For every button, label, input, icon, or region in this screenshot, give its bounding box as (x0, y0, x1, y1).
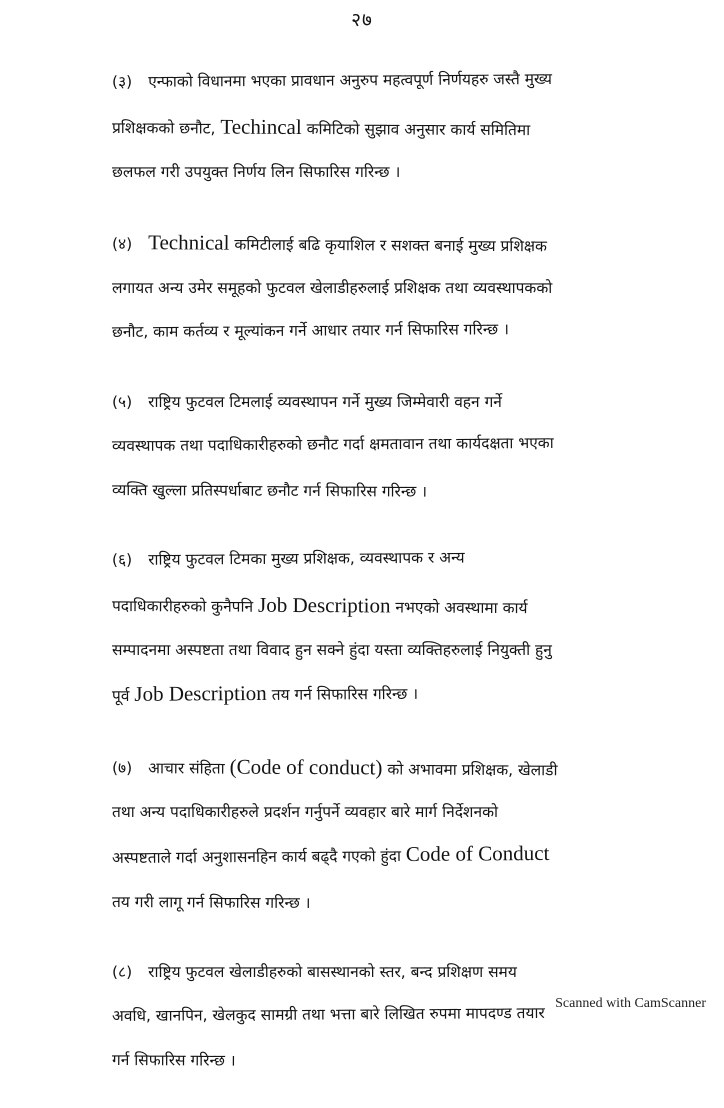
recommendation-item (112, 220, 664, 354)
text-segment: अवधि, खानपिन, खेलकुद सामग्री तथा भत्ता बारे लिखित रुपमा मापदण्ड तयार (111, 1003, 545, 1025)
text-segment: गर्न सिफारिस गरिन्छ । (111, 1051, 236, 1070)
page-number: २७ (351, 9, 373, 31)
text-segment: Job Description (134, 680, 267, 706)
item-number: (८) (112, 963, 133, 981)
item-number: (३) (111, 72, 133, 91)
text-segment: व्यवस्थापक तथा पदाधिकारीहरुको छनौट गर्दा क्षमतावान तथा कार्यदक्षता भएका (111, 433, 554, 455)
text-line (112, 380, 664, 424)
text-segment: प्रशिक्षकको छनौट, (111, 119, 221, 138)
text-line (112, 220, 664, 269)
text-segment: छलफल गरी उपयुक्त निर्णय लिन सिफारिस गरिन्छ । (112, 163, 401, 181)
scanner-watermark: Scanned with CamScanner (555, 996, 706, 1011)
text-line (112, 744, 664, 793)
item-number: (४) (111, 235, 133, 254)
text-line (112, 150, 664, 194)
item-number: (७) (111, 759, 133, 778)
text-segment: व्यक्ति खुल्ला प्रतिस्पर्धाबाट छनौट गर्न सिफारिस गरिन्छ । (111, 481, 428, 501)
text-line (112, 104, 664, 153)
text-line (112, 266, 664, 310)
text-line (112, 668, 664, 718)
text-segment: तथा अन्य पदाधिकारीहरुले प्रदर्शन गर्नुपर्ने व्यवहार बारे मार्ग निर्देशनको (112, 803, 498, 821)
text-line (112, 1038, 664, 1085)
text-segment: सम्पादनमा अस्पष्टता तथा विवाद हुन सक्ने हुंदा यस्ता व्यक्तिहरुलाई नियुक्ती हुनु (112, 641, 552, 659)
item-number: (६) (111, 550, 133, 569)
text-segment: अस्पष्टताले गर्दा अनुशासनहिन कार्य बढ्दै गएको हुंदा (111, 846, 406, 867)
item-number: (५) (112, 393, 133, 411)
text-line (112, 880, 664, 927)
text-line (112, 628, 664, 672)
text-line (112, 420, 664, 468)
text-segment: छनौट, काम कर्तव्य र मूल्यांकन गर्ने आधार तयार गर्न सिफारिस गरिन्छ । (111, 320, 510, 341)
text-segment: कमिटिको सुझाव अनुसार कार्य समितिमा (301, 119, 531, 140)
text-line (112, 534, 664, 582)
text-segment: Job Description (258, 592, 391, 618)
text-segment: राष्ट्रिय फुटवल खेलाडीहरुको बासस्थानको स्तर, बन्द प्रशिक्षण समय (148, 963, 517, 981)
text-line (112, 468, 664, 515)
recommendation-item (112, 538, 664, 718)
text-segment: कमिटीलाई बढि कृयाशिल र सशक्त बनाई मुख्य प्रशिक्षक (229, 235, 547, 256)
text-segment: नभएको अवस्थामा कार्य (390, 598, 528, 618)
recommendation-item (112, 380, 664, 512)
text-line (112, 56, 664, 104)
text-segment: पदाधिकारीहरुको कुनैपनि (111, 597, 259, 616)
text-segment: को अभावमा प्रशिक्षक, खेलाडी (382, 760, 558, 780)
text-line (112, 790, 664, 834)
text-segment: तय गरी लागू गर्न सिफारिस गरिन्छ । (111, 893, 311, 913)
text-segment: लगायत अन्य उमेर समूहको फुटवल खेलाडीहरुलाई प्रशिक्षक तथा व्यवस्थापकको (112, 279, 553, 297)
text-line (112, 830, 664, 880)
text-segment: पूर्व (111, 686, 135, 705)
text-line (112, 306, 664, 354)
text-segment: (Code of conduct) (229, 754, 383, 780)
text-segment: Techincal (220, 114, 302, 139)
text-segment: राष्ट्रिय फुटवल टिमका मुख्य प्रशिक्षक, व्यवस्थापक र अन्य (148, 548, 465, 569)
text-line (112, 582, 664, 631)
recommendation-item (112, 60, 664, 194)
text-segment: राष्ट्रिय फुटवल टिमलाई व्यवस्थापन गर्ने मुख्य जिम्मेवारी वहन गर्ने (148, 393, 502, 411)
text-segment: Code of Conduct (405, 840, 550, 866)
text-segment: Technical (148, 230, 230, 255)
text-line (112, 950, 664, 994)
recommendation-item (112, 950, 664, 1082)
recommendation-item (112, 744, 664, 924)
text-segment: तय गर्न सिफारिस गरिन्छ । (266, 684, 419, 704)
text-segment: आचार संहिता (148, 759, 230, 778)
text-segment: एन्फाको विधानमा भएका प्रावधान अनुरुप महत्वपूर्ण निर्णयहरु जस्तै मुख्य (148, 69, 553, 91)
recommendation-list (112, 60, 664, 1108)
